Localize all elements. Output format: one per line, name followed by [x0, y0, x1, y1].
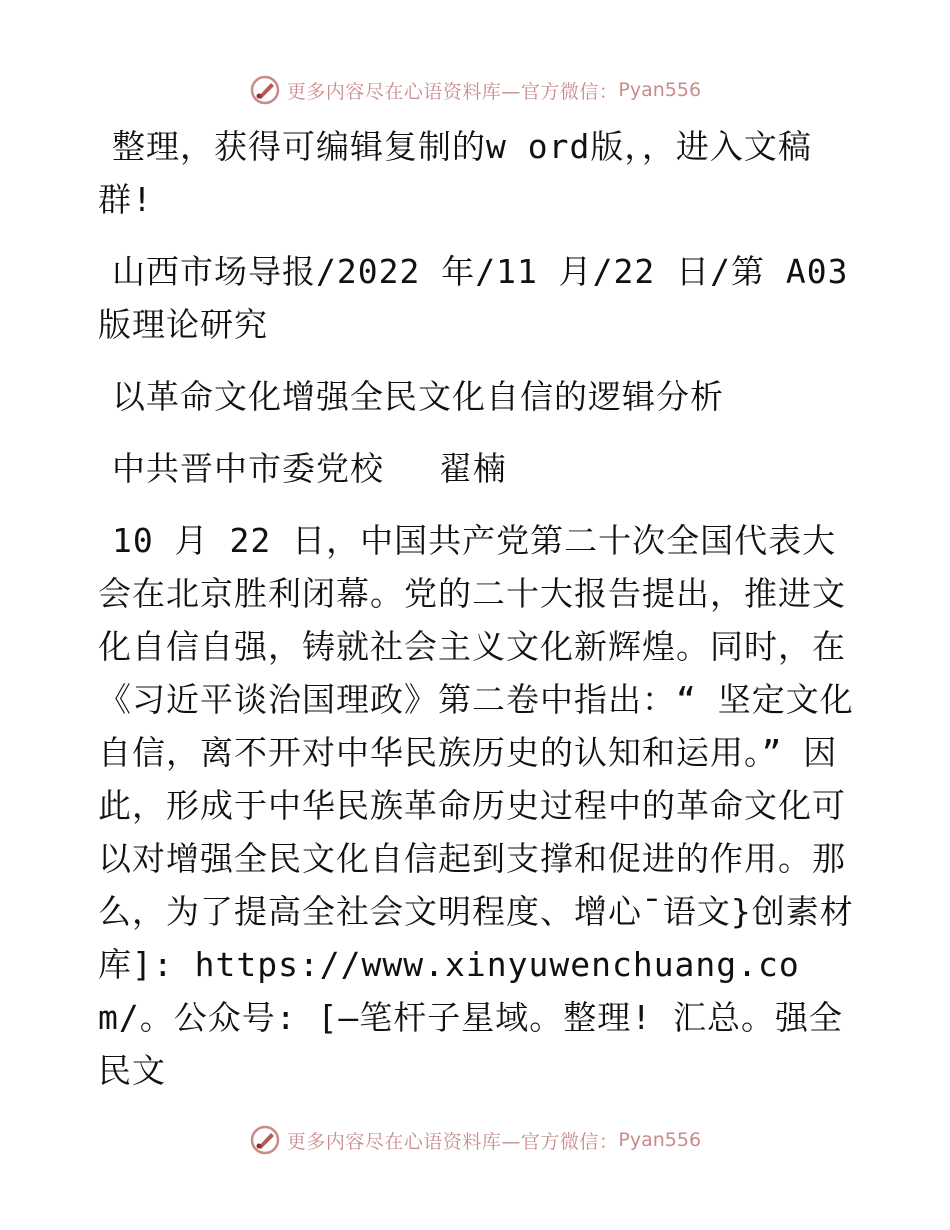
watermark-text: 更多内容尽在心语资料库—官方微信： — [286, 80, 619, 103]
footer-watermark — [0, 1120, 950, 1160]
watermark-text: 更多内容尽在心语资料库—官方微信： — [286, 1130, 619, 1153]
body-paragraph: 10 月 22 日，中国共产党第二十次全国代表大会在北京胜利闭幕。党的二十大报告提出，推进文化自信自强，铸就社会主义文化新辉煌。同时，在《习近平谈治国理政》第二卷中指出：“ 坚定文化自信，离不开对中华民族历史的认知和运用。” 因此，形成于中华民族革命历史过程中的革命文化可以对增强全民文化自信起到支撑和促进的作用。那么，为了提高全社会文明程度、增心¯语文}创素材库]: https://www.xinyuwenchuang.com/。公众号: [—笔杆子星域。整理! 汇总。强全民文 — [98, 521, 854, 1090]
watermark-wechat-id: Pyan556 — [618, 79, 702, 101]
source-line: 山西市场导报/2022 年/11 月/22 日/第 A03 版理论研究 — [98, 252, 870, 344]
watermark-wechat-id: Pyan556 — [618, 1129, 702, 1151]
intro-paragraph: 整理，获得可编辑复制的w ord版，，进入文稿群! — [98, 127, 812, 219]
header-watermark — [0, 70, 950, 110]
author-line: 中共晋中市委党校 翟楠 — [112, 449, 507, 488]
document-body — [98, 120, 870, 1116]
article-title: 以革命文化增强全民文化自信的逻辑分析 — [112, 377, 724, 416]
brush-logo-icon — [249, 1124, 281, 1156]
brush-logo-icon — [249, 74, 281, 106]
